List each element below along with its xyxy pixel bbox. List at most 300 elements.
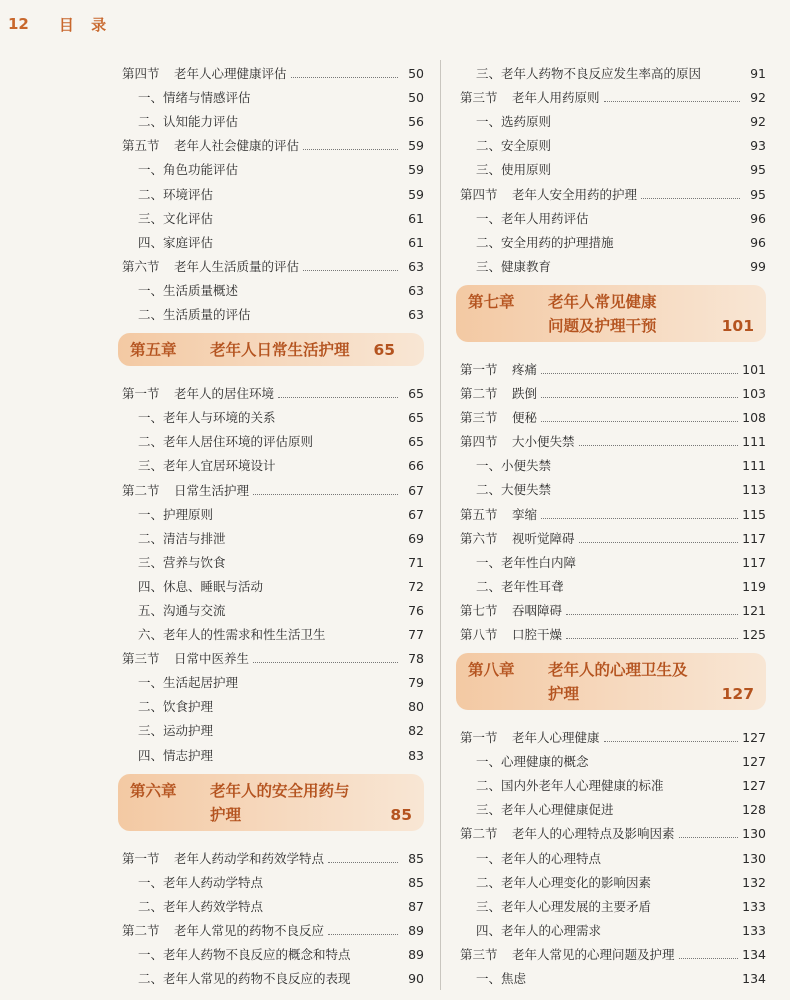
dot-leader xyxy=(328,933,398,935)
dot-leader xyxy=(705,77,740,78)
entry-page-number: 85 xyxy=(408,850,424,866)
entry-page-number: 111 xyxy=(742,434,766,450)
dot-leader xyxy=(230,566,398,567)
dot-leader xyxy=(566,613,738,615)
entry-title: 口腔干燥 xyxy=(512,626,563,642)
toc-section-entry[interactable] xyxy=(456,939,766,963)
dot-leader xyxy=(242,294,398,295)
entry-page-number: 85 xyxy=(408,874,424,890)
dot-leader xyxy=(555,149,740,150)
dot-leader xyxy=(541,517,738,519)
dot-leader xyxy=(593,222,740,223)
toc-subsection-entry[interactable] xyxy=(118,450,424,474)
entry-page-number: 71 xyxy=(408,554,424,570)
entry-title: 三、老年人宜居环境设计 xyxy=(138,458,276,474)
toc-section-entry[interactable] xyxy=(118,378,424,402)
toc-subsection-entry[interactable] xyxy=(456,963,766,987)
dot-leader xyxy=(291,76,398,78)
toc-column-right xyxy=(456,58,766,987)
chapter-title: 老年人常见健康 xyxy=(548,292,657,311)
entry-title: 二、老年人居住环境的评估原则 xyxy=(138,434,314,450)
dot-leader xyxy=(579,444,739,446)
dot-leader xyxy=(679,836,739,838)
entry-title: 一、老年人的心理特点 xyxy=(476,850,602,866)
toc-subsection-entry[interactable] xyxy=(456,450,766,474)
toc-section-entry[interactable] xyxy=(118,643,424,667)
toc-subsection-entry[interactable] xyxy=(456,58,766,82)
toc-subsection-entry[interactable] xyxy=(456,770,766,794)
entry-title: 日常中医养生 xyxy=(174,651,250,667)
chapter-title: 护理 xyxy=(548,684,580,703)
toc-subsection-entry[interactable] xyxy=(118,106,424,130)
toc-section-entry[interactable] xyxy=(456,619,766,643)
toc-subsection-entry[interactable] xyxy=(118,178,424,202)
toc-section-entry[interactable] xyxy=(456,818,766,842)
dot-leader xyxy=(541,372,738,374)
entry-title: 四、休息、睡眠与活动 xyxy=(138,578,264,594)
entry-page-number: 83 xyxy=(408,747,424,763)
entry-title: 四、家庭评估 xyxy=(138,234,214,250)
entry-title: 跌倒 xyxy=(512,386,538,402)
dot-leader xyxy=(555,125,740,126)
chapter-heading[interactable] xyxy=(118,333,424,366)
entry-title: 一、老年性白内障 xyxy=(476,554,577,570)
entry-page-number: 63 xyxy=(408,258,424,274)
toc-subsection-entry[interactable] xyxy=(456,915,766,939)
entry-page-number: 50 xyxy=(408,66,424,82)
entry-title: 老年人安全用药的护理 xyxy=(512,186,638,202)
section-number: 第一节 xyxy=(460,361,498,377)
entry-title: 二、认知能力评估 xyxy=(138,114,239,130)
entry-title: 老年人药动学和药效学特点 xyxy=(174,850,325,866)
entry-page-number: 130 xyxy=(742,826,766,842)
entry-page-number: 127 xyxy=(742,730,766,746)
entry-title: 二、生活质量的评估 xyxy=(138,307,251,323)
chapter-heading-line xyxy=(130,779,412,803)
dot-leader xyxy=(217,246,398,247)
toc-subsection-entry[interactable] xyxy=(118,891,424,915)
entry-title: 三、老年人心理健康促进 xyxy=(476,802,614,818)
section-number: 第八节 xyxy=(460,626,498,642)
entry-page-number: 69 xyxy=(408,530,424,546)
dot-leader xyxy=(641,197,740,199)
toc-section-entry[interactable] xyxy=(118,915,424,939)
entry-page-number: 111 xyxy=(742,458,766,474)
dot-leader xyxy=(541,396,738,398)
dot-leader xyxy=(605,934,738,935)
entry-title: 二、安全用药的护理措施 xyxy=(476,234,614,250)
entry-title: 二、安全原则 xyxy=(476,138,552,154)
toc-subsection-entry[interactable] xyxy=(118,939,424,963)
toc-subsection-entry[interactable] xyxy=(118,547,424,571)
entry-page-number: 132 xyxy=(742,874,766,890)
toc-section-entry[interactable] xyxy=(456,523,766,547)
entry-title: 便秘 xyxy=(512,410,538,426)
entry-title: 二、饮食护理 xyxy=(138,699,214,715)
toc-section-entry[interactable] xyxy=(118,130,424,154)
toc-section-entry[interactable] xyxy=(456,402,766,426)
entry-page-number: 80 xyxy=(408,699,424,715)
toc-subsection-entry[interactable] xyxy=(118,426,424,450)
entry-page-number: 76 xyxy=(408,602,424,618)
entry-title: 老年人生活质量的评估 xyxy=(174,258,300,274)
entry-page-number: 65 xyxy=(408,410,424,426)
column-divider xyxy=(440,60,441,990)
entry-title: 一、选药原则 xyxy=(476,114,552,130)
toc-subsection-entry[interactable] xyxy=(118,402,424,426)
entry-title: 挛缩 xyxy=(512,506,538,522)
page-title: 目 录 xyxy=(58,15,113,34)
entry-page-number: 78 xyxy=(408,651,424,667)
section-number: 第三节 xyxy=(460,410,498,426)
entry-title: 老年人社会健康的评估 xyxy=(174,138,300,154)
section-number: 第四节 xyxy=(460,186,498,202)
section-number: 第一节 xyxy=(460,730,498,746)
dot-leader xyxy=(303,148,398,150)
dot-leader xyxy=(355,982,398,983)
chapter-title: 老年人的心理卫生及 xyxy=(548,660,688,679)
entry-title: 三、老年人心理发展的主要矛盾 xyxy=(476,898,652,914)
dot-leader xyxy=(217,198,398,199)
toc-subsection-entry[interactable] xyxy=(118,82,424,106)
chapter-heading[interactable] xyxy=(456,285,766,342)
entry-title: 一、情绪与情感评估 xyxy=(138,90,251,106)
entry-title: 老年人心理健康评估 xyxy=(174,66,287,82)
toc-subsection-entry[interactable] xyxy=(456,891,766,915)
dot-leader xyxy=(579,541,739,543)
toc-section-entry[interactable] xyxy=(456,498,766,522)
toc-subsection-entry[interactable] xyxy=(456,154,766,178)
section-number: 第六节 xyxy=(460,530,498,546)
entry-page-number: 115 xyxy=(742,506,766,522)
toc-subsection-entry[interactable] xyxy=(118,867,424,891)
toc-column-left xyxy=(118,58,424,987)
toc-subsection-entry[interactable] xyxy=(118,154,424,178)
chapter-indent xyxy=(468,314,548,338)
dot-leader xyxy=(618,246,740,247)
entry-title: 二、老年人心理变化的影响因素 xyxy=(476,874,652,890)
section-number: 第五节 xyxy=(460,506,498,522)
dot-leader xyxy=(230,614,398,615)
section-number: 第二节 xyxy=(460,386,498,402)
toc-subsection-entry[interactable] xyxy=(118,203,424,227)
entry-page-number: 101 xyxy=(742,361,766,377)
entry-page-number: 127 xyxy=(742,778,766,794)
entry-title: 一、老年人用药评估 xyxy=(476,210,589,226)
dot-leader xyxy=(267,886,398,887)
dot-leader xyxy=(267,590,398,591)
chapter-heading-line xyxy=(130,338,412,362)
chapter-page: 101 xyxy=(721,316,754,335)
toc-subsection-entry[interactable] xyxy=(118,595,424,619)
dot-leader xyxy=(255,101,398,102)
dot-leader xyxy=(328,861,398,863)
section-number: 第三节 xyxy=(460,90,498,106)
dot-leader xyxy=(593,765,739,766)
entry-title: 一、老年人药动学特点 xyxy=(138,874,264,890)
toc-subsection-entry[interactable] xyxy=(118,715,424,739)
entry-page-number: 96 xyxy=(750,234,766,250)
section-number: 第四节 xyxy=(460,434,498,450)
dot-leader xyxy=(280,421,398,422)
entry-page-number: 66 xyxy=(408,458,424,474)
entry-title: 二、老年性耳聋 xyxy=(476,578,564,594)
entry-page-number: 113 xyxy=(742,482,766,498)
chapter-title: 老年人日常生活护理 xyxy=(210,341,350,360)
toc-subsection-entry[interactable] xyxy=(118,667,424,691)
dot-leader xyxy=(605,862,738,863)
entry-page-number: 89 xyxy=(408,947,424,962)
dot-leader xyxy=(655,910,738,911)
entry-title: 三、老年人药物不良反应发生率高的原因 xyxy=(476,66,702,82)
entry-page-number: 59 xyxy=(408,162,424,178)
dot-leader xyxy=(217,222,398,223)
entry-page-number: 63 xyxy=(408,307,424,323)
chapter-heading-line xyxy=(468,658,754,682)
dot-leader xyxy=(230,542,398,543)
entry-page-number: 96 xyxy=(750,210,766,226)
dot-leader xyxy=(217,518,398,519)
entry-page-number: 63 xyxy=(408,282,424,298)
dot-leader xyxy=(668,789,739,790)
dot-leader xyxy=(568,590,739,591)
page-number: 12 xyxy=(8,15,29,33)
dot-leader xyxy=(604,100,740,102)
entry-title: 老年人常见的药物不良反应 xyxy=(174,922,325,938)
dot-leader xyxy=(217,759,398,760)
entry-title: 老年人的居住环境 xyxy=(174,386,275,402)
toc-subsection-entry[interactable] xyxy=(118,499,424,523)
entry-page-number: 119 xyxy=(742,578,766,594)
entry-title: 老年人的心理特点及影响因素 xyxy=(512,826,675,842)
section-number: 第一节 xyxy=(122,850,160,866)
toc-section-entry[interactable] xyxy=(118,474,424,498)
dot-leader xyxy=(555,469,738,470)
entry-page-number: 67 xyxy=(408,482,424,498)
entry-page-number: 103 xyxy=(742,386,766,402)
chapter-page: 85 xyxy=(390,805,412,824)
entry-title: 一、老年人与环境的关系 xyxy=(138,410,276,426)
entry-page-number: 127 xyxy=(742,754,766,770)
dot-leader xyxy=(655,886,738,887)
entry-title: 三、健康教育 xyxy=(476,258,552,274)
entry-page-number: 128 xyxy=(742,802,766,818)
toc-subsection-entry[interactable] xyxy=(456,746,766,770)
entry-title: 三、运动护理 xyxy=(138,723,214,739)
toc-subsection-entry[interactable] xyxy=(456,794,766,818)
dot-leader xyxy=(242,686,398,687)
dot-leader xyxy=(679,957,739,959)
entry-title: 二、环境评估 xyxy=(138,186,214,202)
dot-leader xyxy=(317,445,398,446)
entry-title: 老年人常见的心理问题及护理 xyxy=(512,946,675,962)
entry-page-number: 99 xyxy=(750,258,766,274)
toc-subsection-entry[interactable] xyxy=(118,299,424,323)
entry-title: 六、老年人的性需求和性生活卫生 xyxy=(138,627,326,643)
section-number: 第七节 xyxy=(460,602,498,618)
entry-page-number: 61 xyxy=(408,234,424,250)
dot-leader xyxy=(330,638,398,639)
toc-section-entry[interactable] xyxy=(456,354,766,378)
entry-page-number: 59 xyxy=(408,186,424,202)
entry-page-number: 65 xyxy=(408,434,424,450)
entry-page-number: 91 xyxy=(750,66,766,82)
entry-page-number: 92 xyxy=(750,114,766,130)
entry-title: 二、老年人药效学特点 xyxy=(138,898,264,914)
entry-title: 一、老年人药物不良反应的概念和特点 xyxy=(138,947,351,962)
section-number: 第二节 xyxy=(122,482,160,498)
entry-title: 四、情志护理 xyxy=(138,747,214,763)
entry-title: 一、生活质量概述 xyxy=(138,282,239,298)
toc-subsection-entry[interactable] xyxy=(118,523,424,547)
chapter-title: 问题及护理干预 xyxy=(548,316,657,335)
entry-page-number: 56 xyxy=(408,114,424,130)
entry-title: 日常生活护理 xyxy=(174,482,250,498)
entry-page-number: 121 xyxy=(742,602,766,618)
toc-subsection-entry[interactable] xyxy=(456,571,766,595)
toc-subsection-entry[interactable] xyxy=(456,130,766,154)
toc-section-entry[interactable] xyxy=(456,378,766,402)
chapter-page: 65 xyxy=(373,341,396,360)
dot-leader xyxy=(267,910,398,911)
dot-leader xyxy=(555,493,738,494)
entry-title: 二、国内外老年人心理健康的标准 xyxy=(476,778,664,794)
toc-section-entry[interactable] xyxy=(118,58,424,82)
toc-section-entry[interactable] xyxy=(456,82,766,106)
entry-page-number: 125 xyxy=(742,626,766,642)
entry-page-number: 59 xyxy=(408,138,424,154)
entry-page-number: 92 xyxy=(750,90,766,106)
dot-leader xyxy=(541,420,738,422)
toc-section-entry[interactable] xyxy=(456,722,766,746)
section-number: 第一节 xyxy=(122,386,160,402)
entry-title: 二、清洁与排泄 xyxy=(138,530,226,546)
chapter-heading-line xyxy=(468,314,754,338)
entry-title: 二、大便失禁 xyxy=(476,482,552,498)
section-number: 第二节 xyxy=(460,826,498,842)
entry-title: 老年人心理健康 xyxy=(512,730,600,746)
toc-section-entry[interactable] xyxy=(456,595,766,619)
toc-section-entry[interactable] xyxy=(456,426,766,450)
toc-subsection-entry[interactable] xyxy=(456,842,766,866)
dot-leader xyxy=(280,469,398,470)
section-number: 第三节 xyxy=(460,946,498,962)
dot-leader xyxy=(253,661,398,663)
chapter-number: 第七章 xyxy=(468,292,515,311)
dot-leader xyxy=(255,318,398,319)
toc-subsection-entry[interactable] xyxy=(118,571,424,595)
dot-leader xyxy=(618,813,739,814)
dot-leader xyxy=(580,566,738,567)
entry-title: 二、老年人常见的药物不良反应的表现 xyxy=(138,971,351,987)
entry-page-number: 95 xyxy=(750,186,766,202)
chapter-title: 老年人的安全用药与 xyxy=(210,781,350,800)
section-number: 第六节 xyxy=(122,258,160,274)
entry-page-number: 90 xyxy=(408,971,424,987)
toc-subsection-entry[interactable] xyxy=(118,227,424,251)
toc-subsection-entry[interactable] xyxy=(118,739,424,763)
chapter-indent xyxy=(130,803,210,827)
entry-page-number: 134 xyxy=(742,946,766,962)
dot-leader xyxy=(253,493,398,495)
chapter-indent xyxy=(468,682,548,706)
entry-page-number: 77 xyxy=(408,627,424,643)
chapter-page: 127 xyxy=(721,684,754,703)
entry-page-number: 50 xyxy=(408,90,424,106)
entry-title: 三、文化评估 xyxy=(138,210,214,226)
toc-subsection-entry[interactable] xyxy=(118,619,424,643)
toc-subsection-entry[interactable] xyxy=(456,251,766,275)
entry-page-number: 82 xyxy=(408,723,424,739)
entry-title: 老年人用药原则 xyxy=(512,90,600,106)
entry-title: 一、护理原则 xyxy=(138,506,214,522)
chapter-number: 第六章 xyxy=(130,781,177,800)
entry-page-number: 133 xyxy=(742,922,766,938)
entry-title: 吞咽障碍 xyxy=(512,602,563,618)
dot-leader xyxy=(217,710,398,711)
chapter-title: 护理 xyxy=(210,805,242,824)
entry-title: 三、使用原则 xyxy=(476,162,552,178)
chapter-number: 第八章 xyxy=(468,660,515,679)
entry-page-number: 117 xyxy=(742,530,766,546)
entry-page-number: 65 xyxy=(408,386,424,402)
toc-subsection-entry[interactable] xyxy=(118,691,424,715)
chapter-heading[interactable] xyxy=(456,653,766,710)
dot-leader xyxy=(604,740,739,742)
toc-subsection-entry[interactable] xyxy=(118,963,424,987)
toc-section-entry[interactable] xyxy=(118,251,424,275)
entry-title: 一、心理健康的概念 xyxy=(476,754,589,770)
toc-subsection-entry[interactable] xyxy=(456,203,766,227)
dot-leader xyxy=(555,270,740,271)
chapter-heading-line xyxy=(468,682,754,706)
entry-page-number: 133 xyxy=(742,898,766,914)
toc-section-entry[interactable] xyxy=(118,843,424,867)
entry-page-number: 67 xyxy=(408,506,424,522)
entry-page-number: 134 xyxy=(742,971,766,986)
toc-subsection-entry[interactable] xyxy=(456,474,766,498)
entry-title: 四、老年人的心理需求 xyxy=(476,922,602,938)
section-number: 第二节 xyxy=(122,922,160,938)
dot-leader xyxy=(217,734,398,735)
entry-page-number: 95 xyxy=(750,162,766,178)
toc-subsection-entry[interactable] xyxy=(456,547,766,571)
entry-page-number: 108 xyxy=(742,410,766,426)
entry-title: 大小便失禁 xyxy=(512,434,575,450)
dot-leader xyxy=(530,982,738,983)
toc-section-entry[interactable] xyxy=(456,178,766,202)
entry-page-number: 72 xyxy=(408,578,424,594)
chapter-heading-line xyxy=(130,803,412,827)
toc-subsection-entry[interactable] xyxy=(118,275,424,299)
entry-page-number: 117 xyxy=(742,554,766,570)
chapter-heading[interactable] xyxy=(118,774,424,831)
dot-leader xyxy=(566,637,738,639)
dot-leader xyxy=(555,173,740,174)
toc-subsection-entry[interactable] xyxy=(456,227,766,251)
dot-leader xyxy=(242,125,398,126)
section-number: 第三节 xyxy=(122,651,160,667)
entry-page-number: 61 xyxy=(408,210,424,226)
entry-title: 三、营养与饮食 xyxy=(138,554,226,570)
entry-page-number: 87 xyxy=(408,898,424,914)
toc-subsection-entry[interactable] xyxy=(456,106,766,130)
toc-subsection-entry[interactable] xyxy=(456,867,766,891)
dot-leader xyxy=(303,269,398,271)
entry-title: 一、生活起居护理 xyxy=(138,675,239,691)
entry-title: 视听觉障碍 xyxy=(512,530,575,546)
entry-title: 一、小便失禁 xyxy=(476,458,552,474)
